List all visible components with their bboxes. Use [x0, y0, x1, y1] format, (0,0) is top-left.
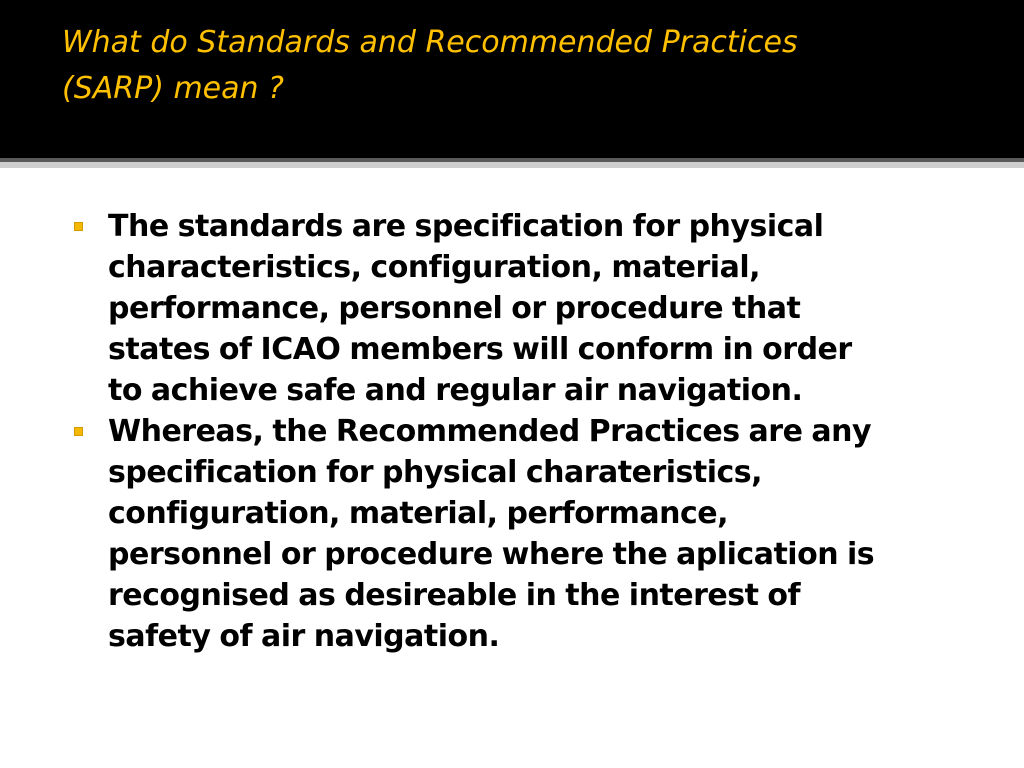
- title-divider-light: [0, 162, 1024, 168]
- bullet-text-recommended-practices: [108, 411, 972, 657]
- bullet-text-standards: [108, 206, 972, 411]
- slide-title-line-2: (SARP) mean ?: [62, 71, 284, 106]
- title-bar: [0, 0, 1024, 158]
- bullet-item-standards: [72, 206, 972, 411]
- bullet-line: states of ICAO members will conform in order: [108, 332, 852, 367]
- bullet-line: The standards are specification for physical: [108, 209, 824, 244]
- bullet-line: configuration, material, performance,: [108, 496, 728, 531]
- bullet-item-recommended-practices: [72, 411, 972, 657]
- square-bullet-icon: [74, 222, 83, 231]
- slide-title-line-1: What do Standards and Recommended Practices: [62, 25, 798, 60]
- bullet-line: characteristics, configuration, material,: [108, 250, 761, 285]
- bullet-line: Whereas, the Recommended Practices are any: [108, 414, 872, 449]
- bullet-list: [72, 206, 972, 657]
- bullet-line: performance, personnel or procedure that: [108, 291, 801, 326]
- slide-title: [62, 20, 962, 112]
- bullet-line: safety of air navigation.: [108, 619, 500, 654]
- square-bullet-icon: [74, 427, 83, 436]
- bullet-line: to achieve safe and regular air navigation.: [108, 373, 803, 408]
- bullet-line: personnel or procedure where the aplication is: [108, 537, 875, 572]
- bullet-line: specification for physical charateristics,: [108, 455, 763, 490]
- bullet-line: recognised as desireable in the interest of: [108, 578, 801, 613]
